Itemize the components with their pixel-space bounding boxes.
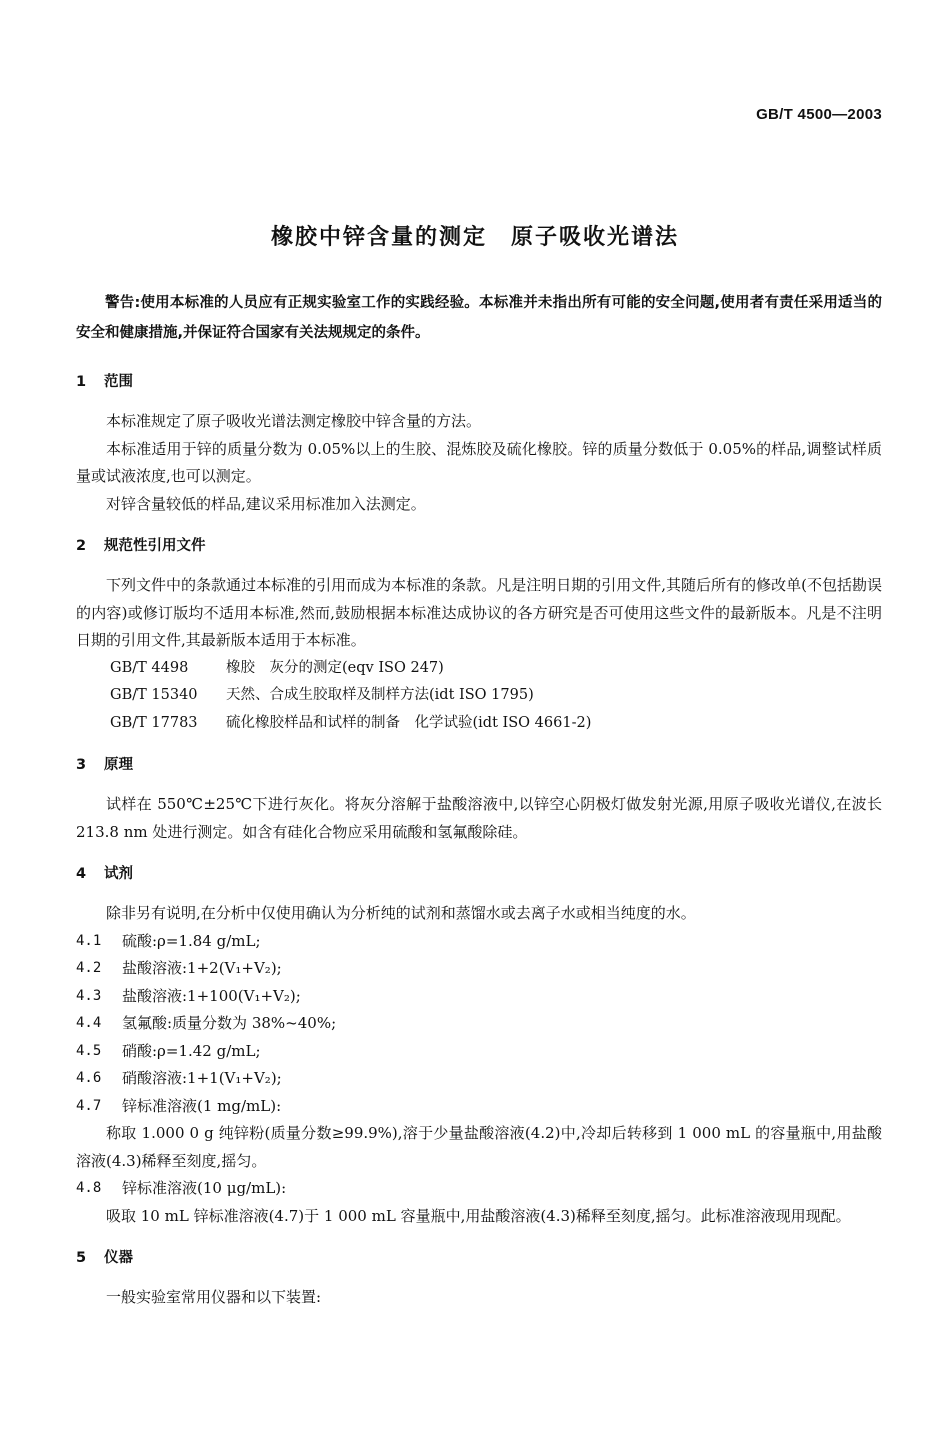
item-number: 4.6 bbox=[76, 1070, 102, 1086]
section-title: 原理 bbox=[104, 757, 133, 773]
item-text: 氢氟酸:质量分数为 38%~40%; bbox=[122, 1014, 337, 1032]
document-body bbox=[76, 288, 882, 1312]
section-heading-4 bbox=[76, 860, 882, 888]
section-number: 3 bbox=[76, 757, 87, 773]
item-number: 4.4 bbox=[76, 1015, 102, 1031]
paragraph: 本标准规定了原子吸收光谱法测定橡胶中锌含量的方法。 bbox=[106, 412, 482, 430]
paragraph: 吸取 10 mL 锌标准溶液(4.7)于 1 000 mL 容量瓶中,用盐酸溶液(4.3)稀释至刻度,摇匀。此标准溶液现用现配。 bbox=[106, 1206, 851, 1225]
reagent-item bbox=[76, 1010, 882, 1038]
item-text: 硝酸:ρ=1.42 g/mL; bbox=[122, 1041, 261, 1060]
section-title: 试剂 bbox=[104, 866, 133, 882]
item-number: 4.5 bbox=[76, 1042, 102, 1059]
item-number: 4.7 bbox=[76, 1097, 102, 1114]
section-title: 仪器 bbox=[104, 1250, 133, 1266]
reference-title: 天然、合成生胶取样及制样方法(idt ISO 1795) bbox=[226, 687, 534, 703]
reference-item bbox=[76, 655, 882, 683]
section-number: 4 bbox=[76, 866, 87, 882]
reagent-item bbox=[76, 983, 882, 1011]
paragraph: 一般实验室常用仪器和以下装置: bbox=[106, 1288, 322, 1306]
reference-item bbox=[76, 682, 882, 710]
paragraph: 本标准适用于锌的质量分数为 0.05%以上的生胶、混炼胶及硫化橡胶。锌的质量分数低于 0.05%的样品,调整试样质量或试液浓度,也可以测定。 bbox=[76, 439, 882, 485]
item-text: 盐酸溶液:1+100(V₁+V₂); bbox=[122, 986, 301, 1005]
section-number: 1 bbox=[76, 374, 87, 390]
item-text: 盐酸溶液:1+2(V₁+V₂); bbox=[122, 959, 282, 977]
reagent-item bbox=[76, 955, 882, 983]
reagent-item bbox=[76, 1175, 882, 1203]
item-text: 锌标准溶液(10 μg/mL): bbox=[122, 1179, 287, 1197]
reagent-item bbox=[76, 928, 882, 956]
reference-title: 硫化橡胶样品和试样的制备 化学试验(idt ISO 4661-2) bbox=[226, 714, 592, 731]
item-number: 4.8 bbox=[76, 1180, 102, 1196]
reference-title: 橡胶 灰分的测定(eqv ISO 247) bbox=[226, 659, 444, 676]
reagent-item bbox=[76, 1093, 882, 1121]
paragraph: 称取 1.000 0 g 纯锌粉(质量分数≥99.9%),溶于少量盐酸溶液(4.2)中,冷却后转移到 1 000 mL 的容量瓶中,用盐酸溶液(4.3)稀释至刻度,摇匀。 bbox=[76, 1124, 882, 1170]
section-heading-3 bbox=[76, 751, 882, 779]
paragraph: 下列文件中的条款通过本标准的引用而成为本标准的条款。凡是注明日期的引用文件,其随后所有的修改单(不包括勘误的内容)或修订版均不适用本标准,然而,鼓励根据本标准达成协议的各方研究是否可使用这些文件的最新版本。凡是不注明日期的引用文件,其最新版本适用于本标准。 bbox=[76, 576, 882, 649]
reference-code: GB/T 15340 bbox=[110, 687, 198, 703]
paragraph: 除非另有说明,在分析中仅使用确认为分析纯的试剂和蒸馏水或去离子水或相当纯度的水。 bbox=[106, 904, 696, 922]
section-number: 5 bbox=[76, 1250, 87, 1266]
reference-code: GB/T 17783 bbox=[110, 714, 198, 731]
paragraph: 试样在 550℃±25℃下进行灰化。将灰分溶解于盐酸溶液中,以锌空心阴极灯做发射光源,用原子吸收光谱仪,在波长 213.8 nm 处进行测定。如含有硅化合物应采用硫酸和氢氟酸除硅。 bbox=[76, 795, 882, 841]
section-number: 2 bbox=[76, 538, 87, 554]
standard-number: GB/T 4500—2003 bbox=[756, 106, 882, 123]
section-title: 范围 bbox=[104, 374, 133, 390]
reference-item bbox=[76, 710, 882, 738]
item-text: 硫酸:ρ=1.84 g/mL; bbox=[122, 931, 261, 950]
item-text: 硝酸溶液:1+1(V₁+V₂); bbox=[122, 1069, 282, 1087]
section-heading-2 bbox=[76, 532, 882, 560]
section-title: 规范性引用文件 bbox=[104, 538, 206, 554]
reference-code: GB/T 4498 bbox=[110, 659, 189, 676]
reagent-item bbox=[76, 1065, 882, 1093]
item-number: 4.1 bbox=[76, 932, 102, 949]
section-heading-1 bbox=[76, 368, 882, 396]
item-number: 4.2 bbox=[76, 960, 102, 976]
warning-paragraph: 警告:使用本标准的人员应有正规实验室工作的实践经验。本标准并未指出所有可能的安全问题,使用者有责任采用适当的安全和健康措施,并保证符合国家有关法规规定的条件。 bbox=[76, 295, 882, 341]
paragraph: 对锌含量较低的样品,建议采用标准加入法测定。 bbox=[106, 494, 426, 513]
item-text: 锌标准溶液(1 mg/mL): bbox=[122, 1096, 282, 1115]
section-heading-5 bbox=[76, 1244, 882, 1272]
document-title: 橡胶中锌含量的测定 原子吸收光谱法 bbox=[270, 225, 679, 250]
reagent-item bbox=[76, 1038, 882, 1066]
item-number: 4.3 bbox=[76, 987, 102, 1004]
